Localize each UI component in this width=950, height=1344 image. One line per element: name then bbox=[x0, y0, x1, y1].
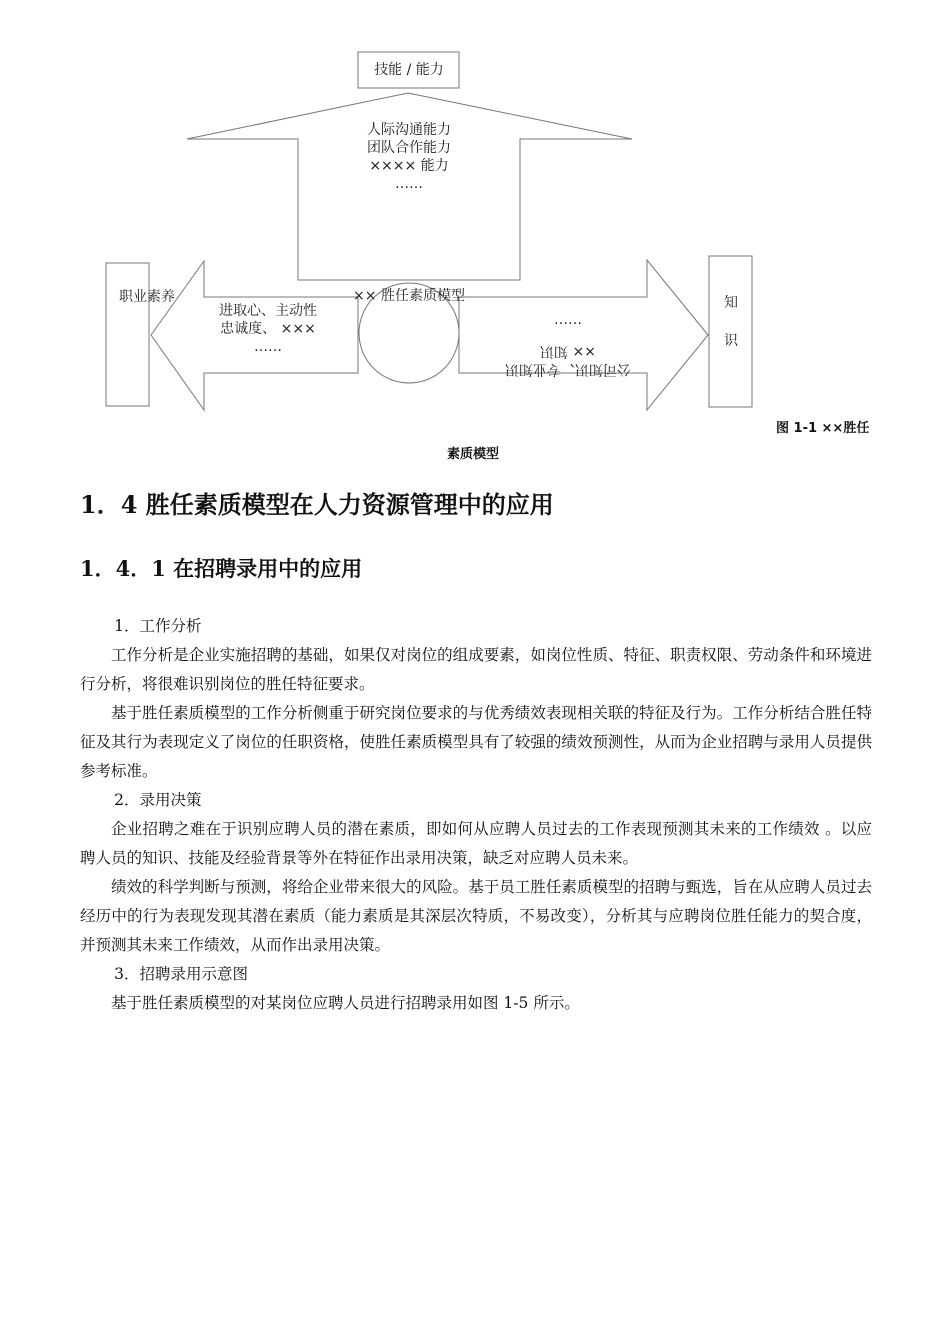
left-arrow-line: 忠诚度、 ××× bbox=[220, 321, 316, 337]
left-box-label: 职业素养 bbox=[119, 289, 175, 305]
right-arrow-line: …… bbox=[554, 312, 582, 328]
right-box-label: 知 bbox=[724, 295, 738, 311]
subsection-heading: 1．4．1 在招聘录用中的应用 bbox=[80, 556, 363, 581]
figure-caption: 图 1-1 ××胜任 bbox=[776, 421, 870, 436]
paragraph: 基于胜任素质模型的对某岗位应聘人员进行招聘录用如图 1-5 所示。 bbox=[111, 994, 580, 1012]
right-arrow-line-flipped: 公司知识、专业知识 bbox=[505, 361, 631, 377]
right-box bbox=[709, 256, 752, 407]
center-label: ×× 胜任素质模型 bbox=[353, 288, 465, 304]
list-item-heading: 1．工作分析 bbox=[114, 617, 202, 635]
section-heading: 1．4 胜任素质模型在人力资源管理中的应用 bbox=[80, 490, 554, 519]
right-box-label: 识 bbox=[724, 333, 738, 349]
top-arrow-line: ×××× 能力 bbox=[369, 158, 449, 174]
paragraph: 基于胜任素质模型的工作分析侧重于研究岗位要求的与优秀绩效表现相关联的特征及行为。工作分析结合胜任特征及其行为表现定义了岗位的任职资格，使胜任素质模型具有了较强的绩效预测性，从而为企业招聘与录用人员提供参考标准。 bbox=[80, 704, 872, 780]
left-box bbox=[106, 263, 149, 406]
left-arrow-line: 进取心、主动性 bbox=[219, 303, 317, 319]
body-text bbox=[80, 612, 872, 1018]
top-arrow-line: 团队合作能力 bbox=[367, 140, 451, 156]
left-arrow-line: …… bbox=[254, 339, 282, 355]
right-arrow-line-flipped: ×× 知识 bbox=[540, 343, 596, 359]
right-arrow-shape bbox=[459, 260, 708, 410]
list-item-heading: 2．录用决策 bbox=[114, 791, 202, 809]
paragraph: 企业招聘之难在于识别应聘人员的潜在素质，即如何从应聘人员过去的工作表现预测其未来的工作绩效 。以应聘人员的知识、技能及经验背景等外在特征作出录用决策，缺乏对应聘人员未来。 bbox=[80, 820, 872, 867]
top-arrow-line: …… bbox=[395, 176, 423, 192]
paragraph: 绩效的科学判断与预测，将给企业带来很大的风险。基于员工胜任素质模型的招聘与甄选，旨在从应聘人员过去经历中的行为表现发现其潜在素质（能力素质是其深层次特质，不易改变），分析其与应聘岗位胜任能力的契合度，并预测其未来工作绩效，从而作出录用决策。 bbox=[80, 878, 872, 954]
top-box-label: 技能 / 能力 bbox=[374, 62, 444, 78]
competency-model-diagram bbox=[0, 0, 950, 470]
figure-caption: 素质模型 bbox=[447, 447, 500, 462]
paragraph: 工作分析是企业实施招聘的基础，如果仅对岗位的组成要素，如岗位性质、特征、职责权限、劳动条件和环境进行分析，将很难识别岗位的胜任特征要求。 bbox=[80, 646, 872, 693]
list-item-heading: 3．招聘录用示意图 bbox=[114, 965, 248, 983]
top-arrow-line: 人际沟通能力 bbox=[367, 122, 451, 138]
